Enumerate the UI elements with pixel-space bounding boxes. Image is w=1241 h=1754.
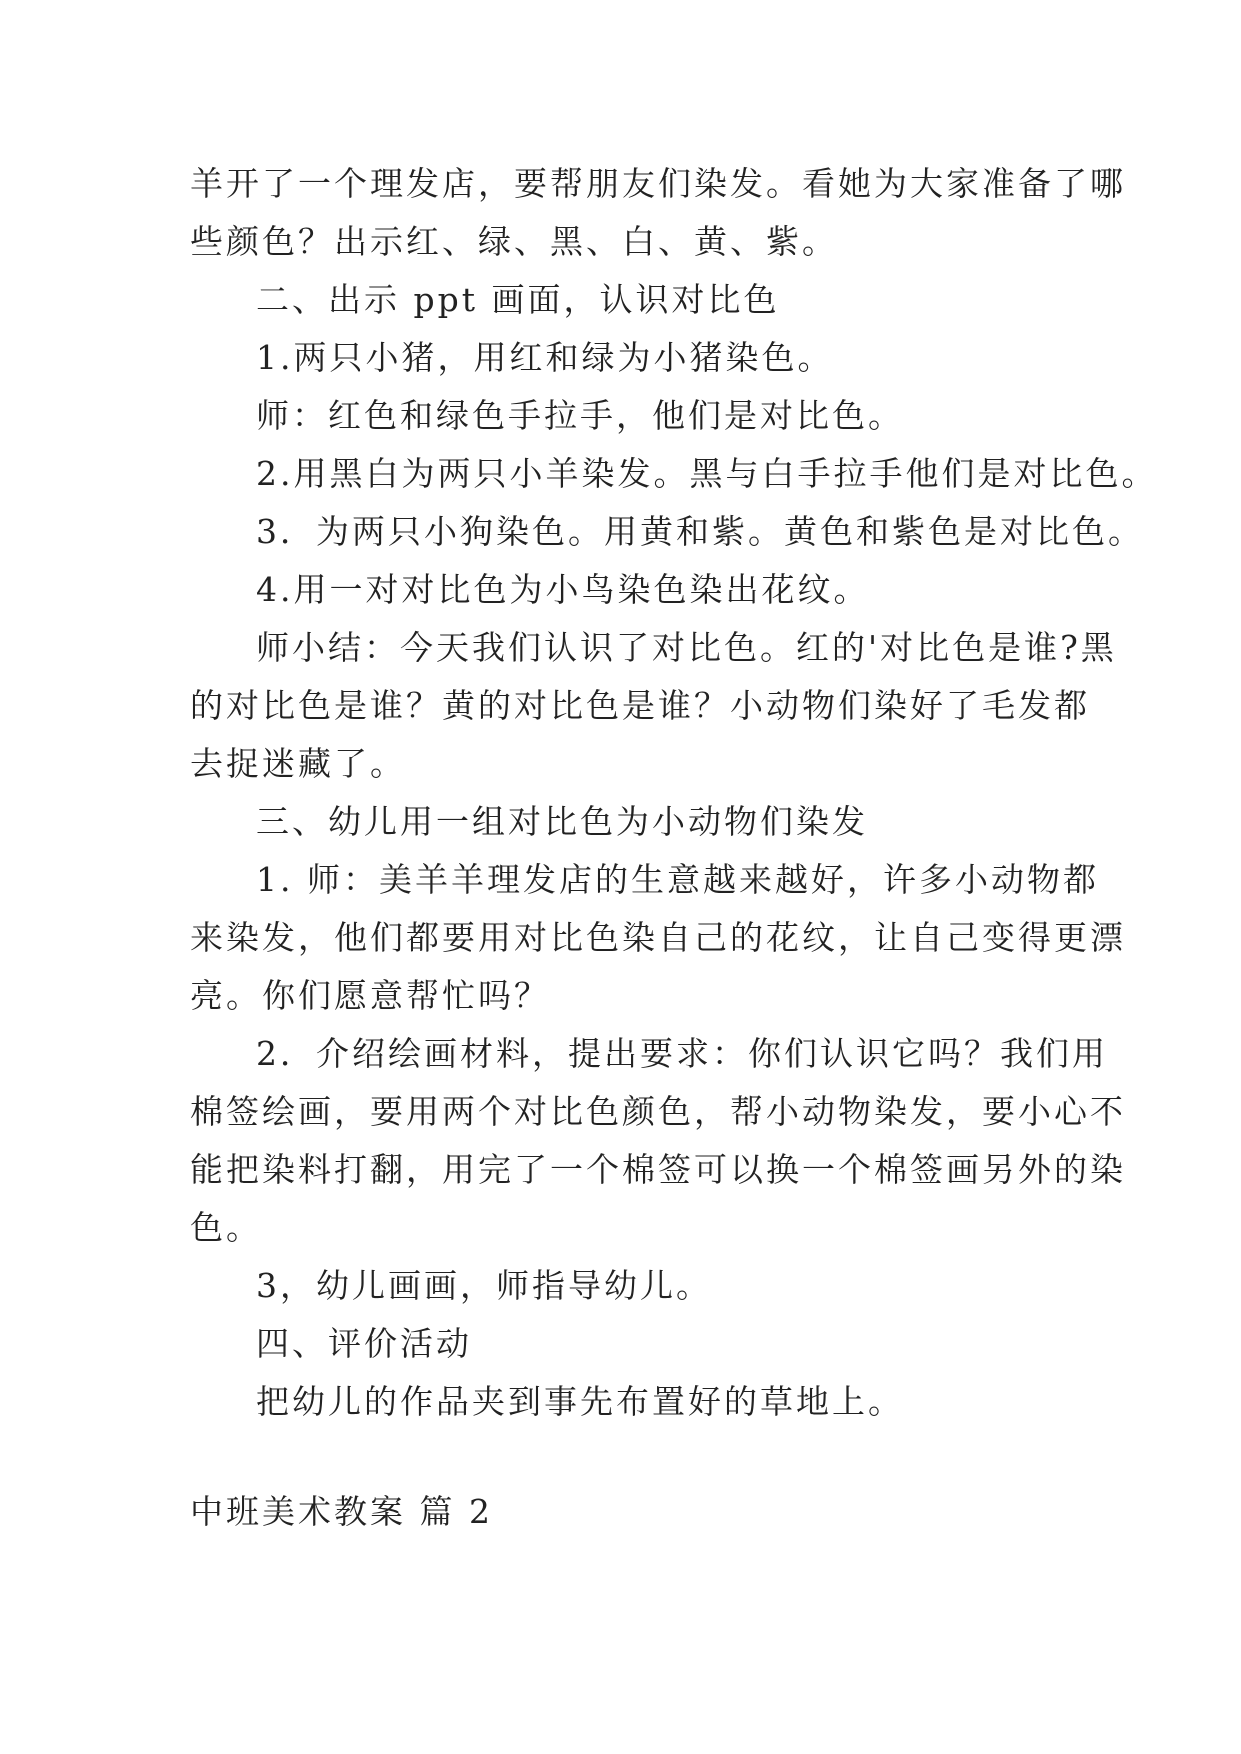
- section-title: 四、评价活动: [256, 1324, 472, 1363]
- paragraph-line: 师：红色和绿色手拉手，他们是对比色。: [256, 396, 904, 435]
- paragraph-line: 色。: [190, 1208, 262, 1247]
- paragraph-line: 1. 师：美羊羊理发店的生意越来越好，许多小动物都: [256, 860, 1099, 899]
- section-title: 三、幼儿用一组对比色为小动物们染发: [256, 802, 868, 841]
- paragraph-line: 的对比色是谁？黄的对比色是谁？小动物们染好了毛发都: [190, 686, 1090, 725]
- document-body: [190, 155, 1158, 1541]
- paragraph-line: 2.用黑白为两只小羊染发。黑与白手拉手他们是对比色。: [256, 454, 1158, 493]
- section-heading: 中班美术教案 篇 2: [190, 1492, 493, 1531]
- paragraph-line: 把幼儿的作品夹到事先布置好的草地上。: [256, 1382, 904, 1421]
- paragraph-line: 亮。你们愿意帮忙吗？: [190, 976, 550, 1015]
- paragraph-line: 4.用一对对比色为小鸟染色染出花纹。: [256, 570, 870, 609]
- section-title: 二、出示 ppt 画面，认识对比色: [256, 280, 780, 319]
- paragraph-line: 能把染料打翻，用完了一个棉签可以换一个棉签画另外的染: [190, 1150, 1126, 1189]
- paragraph-line: 些颜色？出示红、绿、黑、白、黄、紫。: [190, 222, 838, 261]
- paragraph-line: 去捉迷藏了。: [190, 744, 406, 783]
- paragraph-line: 来染发，他们都要用对比色染自己的花纹，让自己变得更漂: [190, 918, 1126, 957]
- paragraph-line: 师小结：今天我们认识了对比色。红的'对比色是谁?黑: [256, 628, 1117, 667]
- paragraph-line: 2．介绍绘画材料，提出要求：你们认识它吗？我们用: [256, 1034, 1108, 1073]
- paragraph-line: 3，幼儿画画，师指导幼儿。: [256, 1266, 712, 1305]
- paragraph-line: 羊开了一个理发店，要帮朋友们染发。看她为大家准备了哪: [190, 164, 1126, 203]
- paragraph-line: 1.两只小猪，用红和绿为小猪染色。: [256, 338, 834, 377]
- paragraph-line: 棉签绘画，要用两个对比色颜色，帮小动物染发，要小心不: [190, 1092, 1126, 1131]
- paragraph-line: 3．为两只小狗染色。用黄和紫。黄色和紫色是对比色。: [256, 512, 1144, 551]
